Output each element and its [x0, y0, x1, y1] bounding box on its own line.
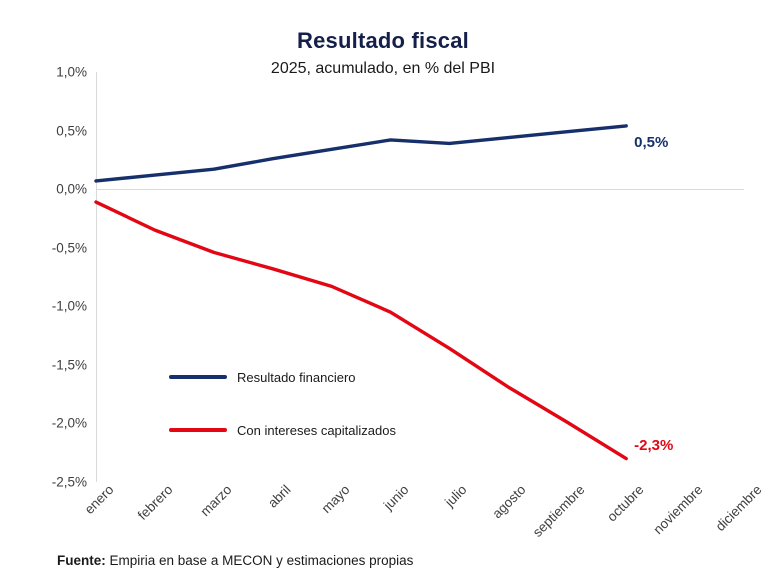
x-tick-label: septiembre — [530, 482, 588, 540]
x-tick-label: noviembre — [650, 482, 706, 538]
x-tick-label: julio — [442, 482, 471, 510]
y-tick-label: 0,5% — [56, 123, 87, 139]
end-label-con-intereses-capitalizados: -2,3% — [634, 436, 674, 454]
x-tick-label: octubre — [604, 482, 647, 525]
legend-label: Resultado financiero — [237, 370, 356, 385]
chart-subtitle: 2025, acumulado, en % del PBI — [270, 60, 496, 77]
y-tick-label: -2,0% — [51, 415, 87, 431]
y-tick-label: 0,0% — [56, 181, 87, 197]
y-tick-label: -2,5% — [51, 474, 87, 490]
source-text: Empiria en base a MECON y estimaciones propias — [109, 553, 414, 568]
y-tick-label: -1,5% — [51, 357, 87, 373]
line-con-intereses-capitalizados — [96, 202, 626, 459]
legend-swatch-line — [169, 375, 227, 379]
end-label-resultado-financiero: 0,5% — [634, 133, 669, 151]
y-tick-label: -0,5% — [51, 240, 87, 256]
x-tick-label: abril — [264, 482, 294, 511]
chart-title: Resultado fiscal — [297, 28, 469, 53]
x-tick-label: febrero — [134, 482, 176, 523]
x-tick-label: agosto — [489, 482, 529, 522]
legend-swatch-line — [169, 428, 227, 432]
x-tick-label: mayo — [318, 482, 353, 516]
line-resultado-financiero — [96, 126, 626, 181]
x-tick-label: enero — [81, 482, 117, 518]
y-tick-label: -1,0% — [51, 298, 87, 314]
x-tick-label: junio — [380, 482, 412, 513]
source-note — [57, 553, 413, 568]
legend-label: Con intereses capitalizados — [237, 423, 396, 438]
x-tick-label: marzo — [197, 482, 235, 520]
x-axis-labels — [81, 482, 765, 552]
y-tick-label: 1,0% — [56, 64, 87, 80]
x-tick-label: diciembre — [712, 482, 765, 534]
source-label: Fuente: — [57, 553, 106, 568]
